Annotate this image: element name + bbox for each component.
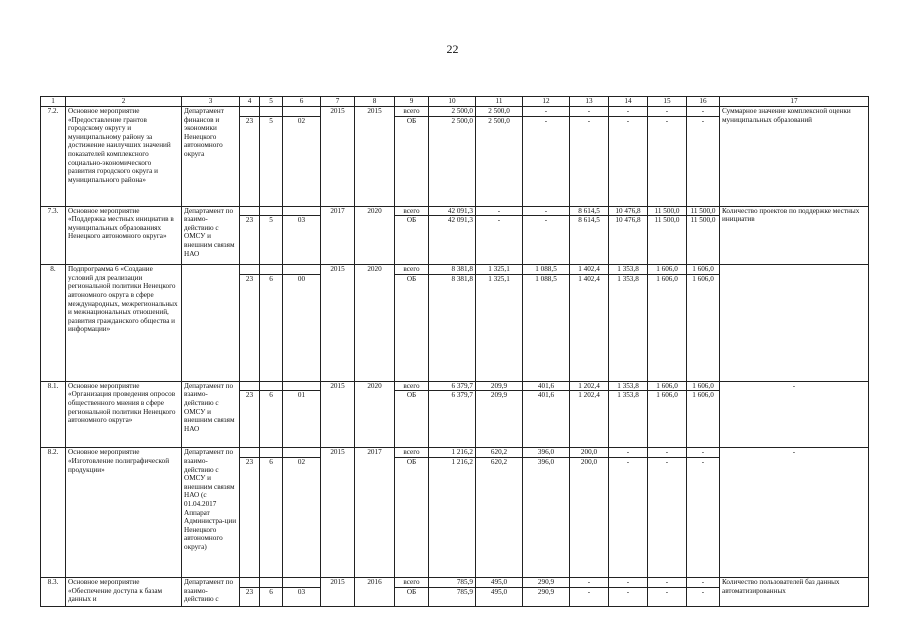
amount-total: 2 500,0	[476, 107, 523, 117]
amount-ob: 1 202,4	[570, 391, 609, 448]
amount-total: -	[648, 577, 687, 587]
amount-total: 1 402,4	[570, 265, 609, 275]
amount-ob: 1 325,1	[476, 274, 523, 381]
subprogram-code: 6	[260, 587, 283, 606]
column-number-header: 5	[260, 97, 283, 107]
amount-total: 1 353,8	[609, 265, 648, 275]
indicator: -	[720, 448, 869, 578]
source-label-total: всего	[395, 265, 429, 275]
amount-total: -	[687, 448, 720, 458]
amount-ob: 1 353,8	[609, 274, 648, 381]
event-code: 02	[283, 457, 321, 577]
program-code: 23	[240, 274, 260, 381]
amount-ob: -	[609, 587, 648, 606]
amount-ob: 495,0	[476, 587, 523, 606]
column-number-header: 1	[41, 97, 66, 107]
amount-total: -	[570, 577, 609, 587]
amount-total: 1 606,0	[687, 265, 720, 275]
amount-total: -	[648, 448, 687, 458]
amount-total: 396,0	[523, 448, 570, 458]
amount-ob: 1 088,5	[523, 274, 570, 381]
amount-ob: 11 500,0	[648, 216, 687, 265]
code-cell-empty	[283, 381, 321, 391]
amount-total: -	[570, 107, 609, 117]
code-cell-empty	[283, 448, 321, 458]
subprogram-code: 5	[260, 216, 283, 265]
amount-total: 8 614,5	[570, 206, 609, 216]
amount-ob: -	[570, 116, 609, 206]
event-code: 02	[283, 116, 321, 206]
code-cell-empty	[260, 577, 283, 587]
start-year: 2017	[321, 206, 355, 265]
amount-total: 6 379,7	[429, 381, 476, 391]
column-number-header: 12	[523, 97, 570, 107]
amount-ob: 1 402,4	[570, 274, 609, 381]
indicator: Количество пользователей баз данных автоматизированных	[720, 577, 869, 606]
source-label-ob: ОБ	[395, 274, 429, 381]
amount-total: 11 500,0	[687, 206, 720, 216]
amount-total: -	[523, 107, 570, 117]
table-row	[41, 381, 869, 391]
event-name: Основное мероприятие «Организация проведения опросов общественного мнения в сфере региональной политики Ненецкого автономного округа»	[66, 381, 182, 448]
amount-ob: 2 500,0	[476, 116, 523, 206]
amount-ob: 290,9	[523, 587, 570, 606]
start-year: 2015	[321, 107, 355, 207]
code-cell-empty	[260, 206, 283, 216]
source-label-ob: ОБ	[395, 116, 429, 206]
start-year: 2015	[321, 577, 355, 606]
amount-ob: -	[648, 587, 687, 606]
executor: Департамент по взаимо-действию с ОМСУ и внешним связям НАО	[182, 381, 240, 448]
column-number-header: 11	[476, 97, 523, 107]
amount-total: -	[523, 206, 570, 216]
event-code: 03	[283, 216, 321, 265]
amount-ob: 1 606,0	[687, 274, 720, 381]
executor: Департамент финансов и экономики Ненецкого автономного округа	[182, 107, 240, 207]
start-year: 2015	[321, 448, 355, 578]
amount-ob: 1 216,2	[429, 457, 476, 577]
event-name: Подпрограмма 6 «Создание условий для реализации региональной политики Ненецкого автономного округа в сфере международных, межрегиональных и межнациональных отношений, развития гражданского общества и информации»	[66, 265, 182, 382]
column-number-header: 13	[570, 97, 609, 107]
amount-ob: -	[687, 587, 720, 606]
amount-ob: 1 606,0	[687, 391, 720, 448]
amount-total: 209,9	[476, 381, 523, 391]
column-number-header: 14	[609, 97, 648, 107]
amount-ob: 11 500,0	[687, 216, 720, 265]
amount-ob: 1 353,8	[609, 391, 648, 448]
source-label-ob: ОБ	[395, 391, 429, 448]
start-year: 2015	[321, 381, 355, 448]
table-row	[41, 577, 869, 587]
program-code: 23	[240, 391, 260, 448]
indicator: Суммарное значение комплексной оценки муниципальных образований	[720, 107, 869, 207]
code-cell-empty	[240, 448, 260, 458]
amount-total: 1 606,0	[648, 265, 687, 275]
amount-total: 1 606,0	[648, 381, 687, 391]
column-number-header: 2	[66, 97, 182, 107]
event-name: Основное мероприятие «Обеспечение доступа к базам данных и	[66, 577, 182, 606]
amount-ob: 42 091,3	[429, 216, 476, 265]
amount-total: -	[609, 107, 648, 117]
amount-ob: 396,0	[523, 457, 570, 577]
event-name: Основное мероприятие «Изготовление полиграфической продукции»	[66, 448, 182, 578]
amount-total: 2 500,0	[429, 107, 476, 117]
amount-ob: -	[648, 457, 687, 577]
executor: Департамент по взаимо-действию с ОМСУ и внешним связям НАО	[182, 206, 240, 265]
amount-ob: -	[570, 587, 609, 606]
executor: Департамент по взаимо-действию с	[182, 577, 240, 606]
code-cell-empty	[283, 206, 321, 216]
amount-ob: -	[648, 116, 687, 206]
row-number: 8.1.	[41, 381, 66, 448]
row-number: 8.3.	[41, 577, 66, 606]
amount-total: -	[609, 448, 648, 458]
column-number-row	[41, 97, 869, 107]
amount-total: 290,9	[523, 577, 570, 587]
table-row	[41, 206, 869, 216]
row-number: 7.3.	[41, 206, 66, 265]
amount-total: 1 325,1	[476, 265, 523, 275]
amount-total: -	[476, 206, 523, 216]
amount-ob: 785,9	[429, 587, 476, 606]
amount-ob: -	[523, 116, 570, 206]
source-label-total: всего	[395, 206, 429, 216]
amount-total: 10 476,8	[609, 206, 648, 216]
end-year: 2017	[355, 448, 395, 578]
amount-total: 495,0	[476, 577, 523, 587]
program-code: 23	[240, 587, 260, 606]
amount-ob: 8 381,8	[429, 274, 476, 381]
amount-ob: 620,2	[476, 457, 523, 577]
amount-ob: 200,0	[570, 457, 609, 577]
amount-ob: 401,6	[523, 391, 570, 448]
amount-total: -	[687, 107, 720, 117]
amount-total: 42 091,3	[429, 206, 476, 216]
amount-ob: 6 379,7	[429, 391, 476, 448]
column-number-header: 9	[395, 97, 429, 107]
amount-total: 401,6	[523, 381, 570, 391]
end-year: 2015	[355, 107, 395, 207]
amount-ob: -	[523, 216, 570, 265]
indicator	[720, 265, 869, 382]
column-number-header: 10	[429, 97, 476, 107]
program-code: 23	[240, 457, 260, 577]
subprogram-code: 6	[260, 457, 283, 577]
table-row	[41, 448, 869, 458]
code-cell-empty	[240, 107, 260, 117]
amount-total: 785,9	[429, 577, 476, 587]
amount-ob: -	[687, 457, 720, 577]
amount-total: -	[687, 577, 720, 587]
code-cell-empty	[260, 448, 283, 458]
amount-ob: 1 606,0	[648, 274, 687, 381]
end-year: 2020	[355, 206, 395, 265]
amount-ob: 10 476,8	[609, 216, 648, 265]
row-number: 7.2.	[41, 107, 66, 207]
amount-ob: -	[687, 116, 720, 206]
end-year: 2020	[355, 381, 395, 448]
column-number-header: 16	[687, 97, 720, 107]
source-label-total: всего	[395, 381, 429, 391]
amount-ob: -	[609, 116, 648, 206]
end-year: 2020	[355, 265, 395, 382]
amount-total: 11 500,0	[648, 206, 687, 216]
amount-total: 1 216,2	[429, 448, 476, 458]
code-cell-empty	[240, 265, 260, 275]
row-number: 8.	[41, 265, 66, 382]
source-label-total: всего	[395, 107, 429, 117]
event-name: Основное мероприятие «Предоставление грантов городскому округу и муниципальному району за достижение наилучших значений показателей комплексного социально-экономического развития городского округа и муниципального района»	[66, 107, 182, 207]
program-code: 23	[240, 216, 260, 265]
amount-total: 1 202,4	[570, 381, 609, 391]
column-number-header: 6	[283, 97, 321, 107]
subprogram-code: 6	[260, 274, 283, 381]
event-code: 00	[283, 274, 321, 381]
column-number-header: 7	[321, 97, 355, 107]
column-number-header: 8	[355, 97, 395, 107]
source-label-ob: ОБ	[395, 457, 429, 577]
code-cell-empty	[240, 381, 260, 391]
code-cell-empty	[260, 265, 283, 275]
column-number-header: 3	[182, 97, 240, 107]
amount-ob: 209,9	[476, 391, 523, 448]
code-cell-empty	[283, 107, 321, 117]
page-number: 22	[446, 42, 459, 56]
event-name: Основное мероприятие «Поддержка местных инициатив в муниципальных образованиях Ненецкого автономного округа»	[66, 206, 182, 265]
code-cell-empty	[283, 265, 321, 275]
source-label-ob: ОБ	[395, 216, 429, 265]
amount-ob: 8 614,5	[570, 216, 609, 265]
table-row	[41, 265, 869, 275]
amount-total: -	[609, 577, 648, 587]
executor	[182, 265, 240, 382]
start-year: 2015	[321, 265, 355, 382]
code-cell-empty	[240, 206, 260, 216]
amount-total: 1 606,0	[687, 381, 720, 391]
column-number-header: 4	[240, 97, 260, 107]
subprogram-code: 6	[260, 391, 283, 448]
amount-total: 1 088,5	[523, 265, 570, 275]
amount-total: -	[648, 107, 687, 117]
column-number-header: 17	[720, 97, 869, 107]
subprogram-code: 5	[260, 116, 283, 206]
program-code: 23	[240, 116, 260, 206]
amount-total: 200,0	[570, 448, 609, 458]
source-label-total: всего	[395, 448, 429, 458]
event-code: 01	[283, 391, 321, 448]
row-number: 8.2.	[41, 448, 66, 578]
table-row	[41, 107, 869, 117]
amount-ob: -	[476, 216, 523, 265]
executor: Департамент по взаимо-действию с ОМСУ и внешним связям НАО (с 01.04.2017 Аппарат Администра-ции Ненецкого автономного округа)	[182, 448, 240, 578]
code-cell-empty	[260, 381, 283, 391]
amount-ob: 2 500,0	[429, 116, 476, 206]
amount-total: 620,2	[476, 448, 523, 458]
program-table	[40, 96, 869, 607]
amount-total: 1 353,8	[609, 381, 648, 391]
code-cell-empty	[260, 107, 283, 117]
amount-ob: -	[609, 457, 648, 577]
code-cell-empty	[283, 577, 321, 587]
end-year: 2016	[355, 577, 395, 606]
source-label-total: всего	[395, 577, 429, 587]
event-code: 03	[283, 587, 321, 606]
column-number-header: 15	[648, 97, 687, 107]
indicator: -	[720, 381, 869, 448]
amount-total: 8 381,8	[429, 265, 476, 275]
code-cell-empty	[240, 577, 260, 587]
source-label-ob: ОБ	[395, 587, 429, 606]
amount-ob: 1 606,0	[648, 391, 687, 448]
indicator: Количество проектов по поддержке местных инициатив	[720, 206, 869, 265]
